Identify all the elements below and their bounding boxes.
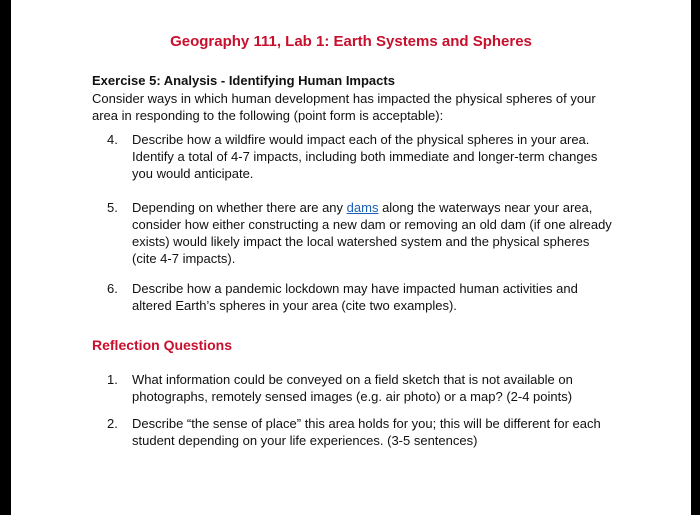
question-text: Describe how a wildfire would impact each of the physical spheres in your area. Identify a total of 4-7 impacts, including both immediate and longer-term changes you would anticipate. (132, 132, 598, 181)
exercise-heading: Exercise 5: Analysis - Identifying Human Impacts (92, 73, 395, 88)
question-text-part: Depending on whether there are any (132, 200, 347, 215)
reflection-text: Describe “the sense of place” this area holds for you; this will be different for each student depending on your life experiences. (3-5 sentences) (132, 416, 601, 448)
question-text-part: along the waterways near your area, consider how either constructing a new dam or removing an old dam (if one already exists) would likely impact the local watershed system and the physical spheres (cite 4-7 impacts). (132, 200, 612, 266)
reflection-number: 2. (107, 416, 118, 431)
document-page (11, 0, 691, 515)
question-text (132, 199, 612, 267)
reflection-text: What information could be conveyed on a field sketch that is not available on photographs, remotely sensed images (e.g. air photo) or a map? (2-4 points) (132, 372, 573, 404)
exercise-intro: Consider ways in which human development has impacted the physical spheres of your area in responding to the following (point form is acceptable): (92, 91, 596, 123)
reflection-number: 1. (107, 372, 118, 387)
dams-link[interactable]: dams (346, 200, 379, 215)
document-title: Geography 111, Lab 1: Earth Systems and Spheres (170, 33, 532, 50)
question-number: 5. (107, 200, 118, 215)
question-number: 4. (107, 132, 118, 147)
question-number: 6. (107, 281, 118, 296)
reflection-heading: Reflection Questions (92, 337, 233, 353)
question-text: Describe how a pandemic lockdown may have impacted human activities and altered Earth’s spheres in your area (cite two examples). (132, 281, 578, 313)
